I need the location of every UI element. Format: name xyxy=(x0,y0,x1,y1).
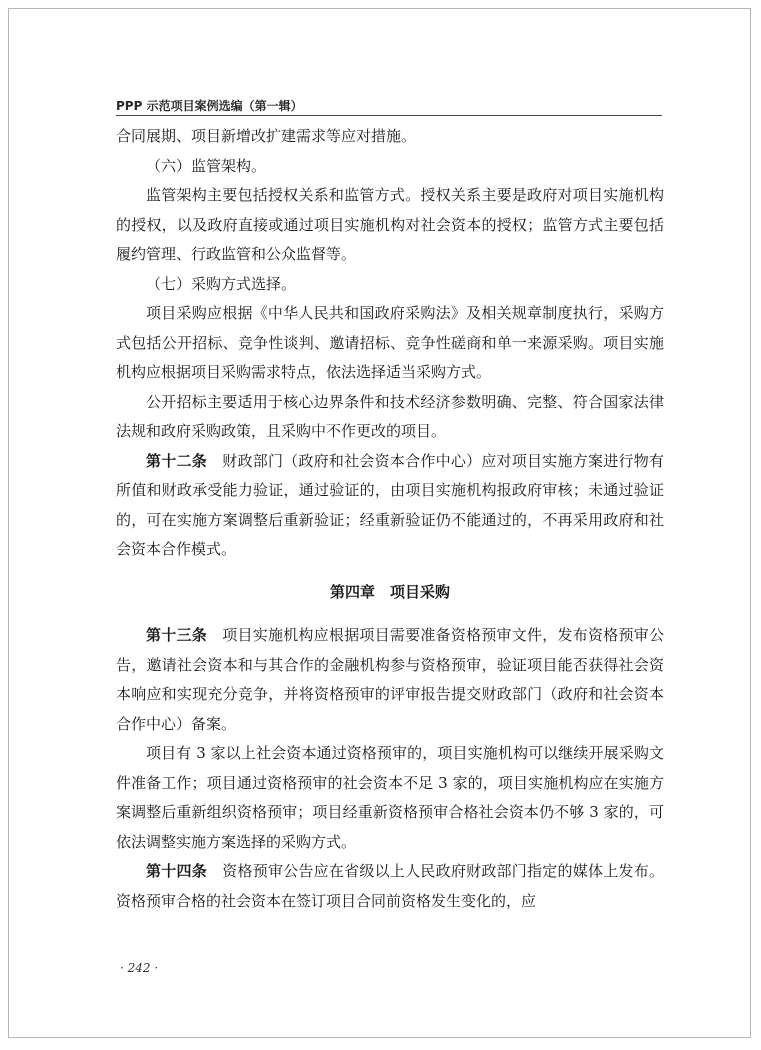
chapter-title: 第四章 项目采购 xyxy=(329,582,450,601)
article-text: 项目实施机构应根据项目需要准备资格预审文件，发布资格预审公告，邀请社会资本和与其合作的金融机构参与资格预审，验证项目能否获得社会资本响应和实现充分竞争，并将资格预审的评审报告提交财政部门（政府和社会资本合作中心）备案。 xyxy=(116,626,664,733)
paragraph: 监管架构主要包括授权关系和监管方式。授权关系主要是政府对项目实施机构的授权，以及政府直接或通过项目实施机构对社会资本的授权；监管方式主要包括履约管理、行政监管和公众监督等。 xyxy=(116,186,664,263)
page-body xyxy=(116,122,664,916)
article-text: 财政部门（政府和社会资本合作中心）应对项目实施方案进行物有所值和财政承受能力验证，通过验证的，由项目实施机构报政府审核；未通过验证的，可在实施方案调整后重新验证；经重新验证仍不能通过的，不再采用政府和社会资本合作模式。 xyxy=(116,451,664,558)
paragraph: 公开招标主要适用于核心边界条件和技术经济参数明确、完整、符合国家法律法规和政府采购政策，且采购中不作更改的项目。 xyxy=(116,392,664,440)
section-heading-supervision: （六）监管架构。 xyxy=(146,156,267,175)
article-14 xyxy=(116,857,664,916)
paragraph: 项目采购应根据《中华人民共和国政府采购法》及相关规章制度执行，采购方式包括公开招标、竞争性谈判、邀请招标、竞争性磋商和单一来源采购。项目实施机构应根据项目采购需求特点，依法选择适当采购方式。 xyxy=(116,304,664,381)
article-number: 第十二条 xyxy=(146,451,207,470)
paragraph: 项目有 3 家以上社会资本通过资格预审的，项目实施机构可以继续开展采购文件准备工作；项目通过资格预审的社会资本不足 3 家的，项目实施机构应在实施方案调整后重新组织资格预审；项目经重新资格预审合格社会资本仍不够 3 家的，可依法调整实施方案选择的采购方式。 xyxy=(116,744,664,851)
article-13 xyxy=(116,621,664,739)
article-number: 第十三条 xyxy=(146,626,207,644)
section-heading-procurement-method: （七）采购方式选择。 xyxy=(146,274,297,293)
paragraph: 合同展期、项目新增改扩建需求等应对措施。 xyxy=(116,127,417,145)
article-number: 第十四条 xyxy=(146,862,207,880)
header-rule xyxy=(116,115,662,116)
page-number: · 242 · xyxy=(120,961,159,975)
article-text: 资格预审公告应在省级以上人民政府财政部门指定的媒体上发布。资格预审合格的社会资本在签订项目合同前资格发生变化的，应 xyxy=(116,862,664,910)
article-12 xyxy=(116,447,664,565)
running-header: PPP 示范项目案例选编（第一辑） xyxy=(116,99,303,113)
